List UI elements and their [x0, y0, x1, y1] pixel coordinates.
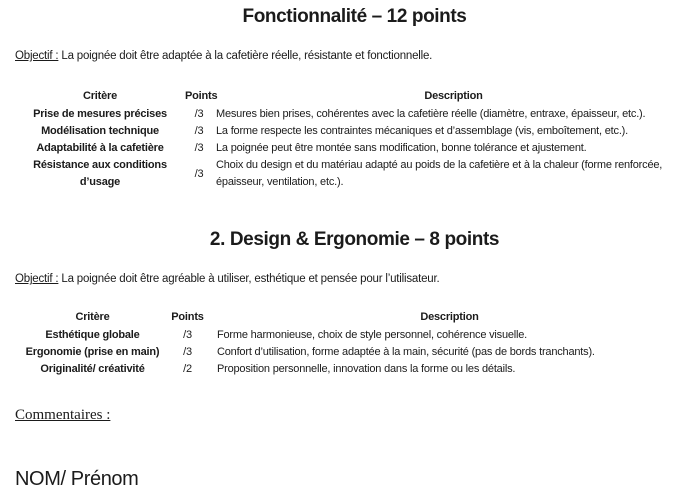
- table-row-critere: Adaptabilité à la cafetière: [36, 142, 164, 155]
- table-row-description: La forme respecte les contraintes mécaniques et d’assemblage (vis, emboîtement, etc.).: [216, 125, 629, 138]
- section1-header-description: Description: [424, 89, 483, 102]
- table-row-points: /3: [194, 125, 204, 138]
- section1-header-critere: Critère: [82, 89, 118, 102]
- table-row-description: Forme harmonieuse, choix de style personnel, cohérence visuelle.: [217, 329, 528, 342]
- section1-objective-text: La poignée doit être adaptée à la cafetière réelle, résistante et fonctionnelle.: [61, 50, 433, 62]
- table-row-critere: Prise de mesures précises: [33, 107, 167, 120]
- table-row-critere: Résistance aux conditions d’usage: [33, 159, 167, 189]
- section1-objective: [15, 28, 694, 64]
- name-label: NOM/ Prénom: [15, 468, 139, 491]
- table-row-critere: Originalité/ créativité: [40, 363, 145, 376]
- section1-table: [15, 64, 694, 191]
- comments-label: Commentaires :: [15, 407, 111, 424]
- table-row-points: /3: [194, 142, 204, 155]
- section2-objective: [15, 251, 694, 287]
- section1-objective-label: Objectif :: [15, 50, 59, 62]
- section2-table: [15, 287, 694, 378]
- table-row-points: /3: [194, 167, 204, 180]
- table-row-description: Proposition personnelle, innovation dans la forme ou les détails.: [217, 363, 516, 376]
- table-row-points: /3: [183, 346, 192, 359]
- table-row-description: Choix du design et du matériau adapté au poids de la cafetière et à la chaleur (forme renforcée, épaisseur, ventilation, etc.).: [216, 159, 663, 189]
- table-row-description: Mesures bien prises, cohérentes avec la cafetière réelle (diamètre, entraxe, épaisseur, etc.).: [216, 107, 646, 120]
- table-row-points: /3: [194, 107, 204, 120]
- table-row-critere: Esthétique globale: [45, 329, 140, 342]
- section2-header-points: Points: [171, 311, 204, 324]
- section1-title: Fonctionnalité – 12 points: [242, 6, 467, 27]
- table-row-points: /3: [183, 329, 192, 342]
- section2-title: 2. Design & Ergonomie – 8 points: [209, 229, 500, 251]
- table-row-critere: Ergonomie (prise en main): [25, 346, 160, 359]
- table-row-critere: Modélisation technique: [41, 125, 159, 138]
- section2-header-description: Description: [420, 311, 479, 324]
- table-row-description: Confort d’utilisation, forme adaptée à la main, sécurité (pas de bords tranchants).: [217, 346, 595, 359]
- table-row-description: La poignée peut être montée sans modification, bonne tolérance et ajustement.: [216, 142, 587, 155]
- comments-heading: [15, 378, 694, 424]
- section1-header-points: Points: [185, 89, 218, 102]
- section2-objective-label: Objectif :: [15, 273, 59, 286]
- section2-objective-text: La poignée doit être agréable à utiliser, esthétique et pensée pour l’utilisateur.: [61, 273, 440, 286]
- table-row-points: /2: [183, 363, 192, 376]
- section2-header-critere: Critère: [75, 311, 110, 324]
